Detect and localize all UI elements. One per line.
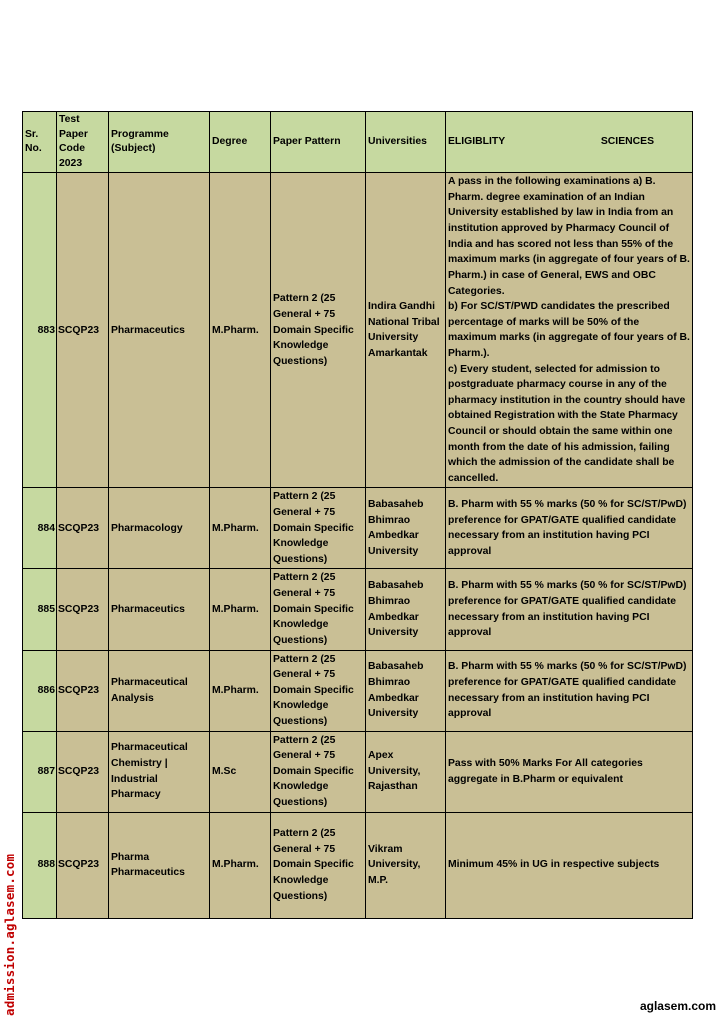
cell-paper-pattern: Pattern 2 (25 General + 75 Domain Specific Knowledge Questions) [271, 569, 366, 650]
header-paper-pattern: Paper Pattern [271, 112, 366, 173]
cell-sr-no: 883 [23, 173, 57, 488]
header-programme: Programme (Subject) [109, 112, 210, 173]
eligibility-table [22, 111, 693, 919]
cell-sr-no: 886 [23, 650, 57, 731]
header-test-paper-code: Test Paper Code 2023 [57, 112, 109, 173]
header-category-label: SCIENCES [600, 135, 654, 147]
cell-paper-pattern: Pattern 2 (25 General + 75 Domain Specific Knowledge Questions) [271, 731, 366, 812]
cell-eligibility: A pass in the following examinations a) B. Pharm. degree examination of an Indian University established by law in India from an institution approved by Pharmacy Council of India and has scored not less than 55% of the maximum marks (in aggregate of four years of B. Pharm.) in case of General, EWS and OBC Categories. b) For SC/ST/PWD candidates the prescribed percentage of marks will be 50% of the maximum marks (in aggregate of four years of B. Pharm.). c) Every student, selected for admission to postgraduate pharmacy course in any of the pharmacy institution in the country should have obtained Registration with the State Pharmacy Council or should obtain the same within one month from the date of his admission, failing which the admission of the candidate shall be cancelled. [446, 173, 693, 488]
cell-programme: Pharma Pharmaceutics [109, 812, 210, 918]
cell-university: Vikram University, M.P. [366, 812, 446, 918]
header-universities: Universities [366, 112, 446, 173]
table-row [23, 569, 693, 650]
table-row [23, 731, 693, 812]
cell-test-paper-code: SCQP23 [57, 812, 109, 918]
table-header-row [23, 112, 693, 173]
cell-programme: Pharmaceutics [109, 569, 210, 650]
cell-degree: M.Pharm. [210, 650, 271, 731]
cell-university: Babasaheb Bhimrao Ambedkar University [366, 488, 446, 569]
table-row [23, 812, 693, 918]
header-eligibility-label: ELIGIBLITY [448, 135, 506, 147]
table-row [23, 488, 693, 569]
table-row [23, 650, 693, 731]
cell-university: Apex University, Rajasthan [366, 731, 446, 812]
cell-test-paper-code: SCQP23 [57, 569, 109, 650]
side-watermark: admission.aglasem.com [2, 853, 17, 1016]
cell-eligibility: B. Pharm with 55 % marks (50 % for SC/ST/PwD) preference for GPAT/GATE qualified candidate necessary from an institution having PCI approval [446, 488, 693, 569]
cell-sr-no: 888 [23, 812, 57, 918]
cell-degree: M.Pharm. [210, 569, 271, 650]
header-sr-no: Sr. No. [23, 112, 57, 173]
table-row [23, 173, 693, 488]
cell-programme: Pharmacology [109, 488, 210, 569]
cell-paper-pattern: Pattern 2 (25 General + 75 Domain Specific Knowledge Questions) [271, 173, 366, 488]
cell-paper-pattern: Pattern 2 (25 General + 75 Domain Specific Knowledge Questions) [271, 488, 366, 569]
cell-degree: M.Sc [210, 731, 271, 812]
cell-programme: Pharmaceutical Chemistry | Industrial Pharmacy [109, 731, 210, 812]
cell-test-paper-code: SCQP23 [57, 731, 109, 812]
header-degree: Degree [210, 112, 271, 173]
cell-university: Babasaheb Bhimrao Ambedkar University [366, 650, 446, 731]
cell-sr-no: 884 [23, 488, 57, 569]
footer-watermark: aglasem.com [639, 999, 716, 1013]
cell-eligibility: Minimum 45% in UG in respective subjects [446, 812, 693, 918]
cell-programme: Pharmaceutics [109, 173, 210, 488]
cell-sr-no: 887 [23, 731, 57, 812]
cell-eligibility: B. Pharm with 55 % marks (50 % for SC/ST/PwD) preference for GPAT/GATE qualified candidate necessary from an institution having PCI approval [446, 650, 693, 731]
cell-test-paper-code: SCQP23 [57, 650, 109, 731]
cell-test-paper-code: SCQP23 [57, 173, 109, 488]
header-eligibility [446, 112, 693, 173]
cell-eligibility: B. Pharm with 55 % marks (50 % for SC/ST/PwD) preference for GPAT/GATE qualified candidate necessary from an institution having PCI approval [446, 569, 693, 650]
cell-paper-pattern: Pattern 2 (25 General + 75 Domain Specific Knowledge Questions) [271, 650, 366, 731]
cell-degree: M.Pharm. [210, 488, 271, 569]
cell-sr-no: 885 [23, 569, 57, 650]
cell-paper-pattern: Pattern 2 (25 General + 75 Domain Specific Knowledge Questions) [271, 812, 366, 918]
cell-university: Indira Gandhi National Tribal University Amarkantak [366, 173, 446, 488]
cell-test-paper-code: SCQP23 [57, 488, 109, 569]
cell-degree: M.Pharm. [210, 173, 271, 488]
cell-programme: Pharmaceutical Analysis [109, 650, 210, 731]
cell-university: Babasaheb Bhimrao Ambedkar University [366, 569, 446, 650]
cell-degree: M.Pharm. [210, 812, 271, 918]
cell-eligibility: Pass with 50% Marks For All categories aggregate in B.Pharm or equivalent [446, 731, 693, 812]
